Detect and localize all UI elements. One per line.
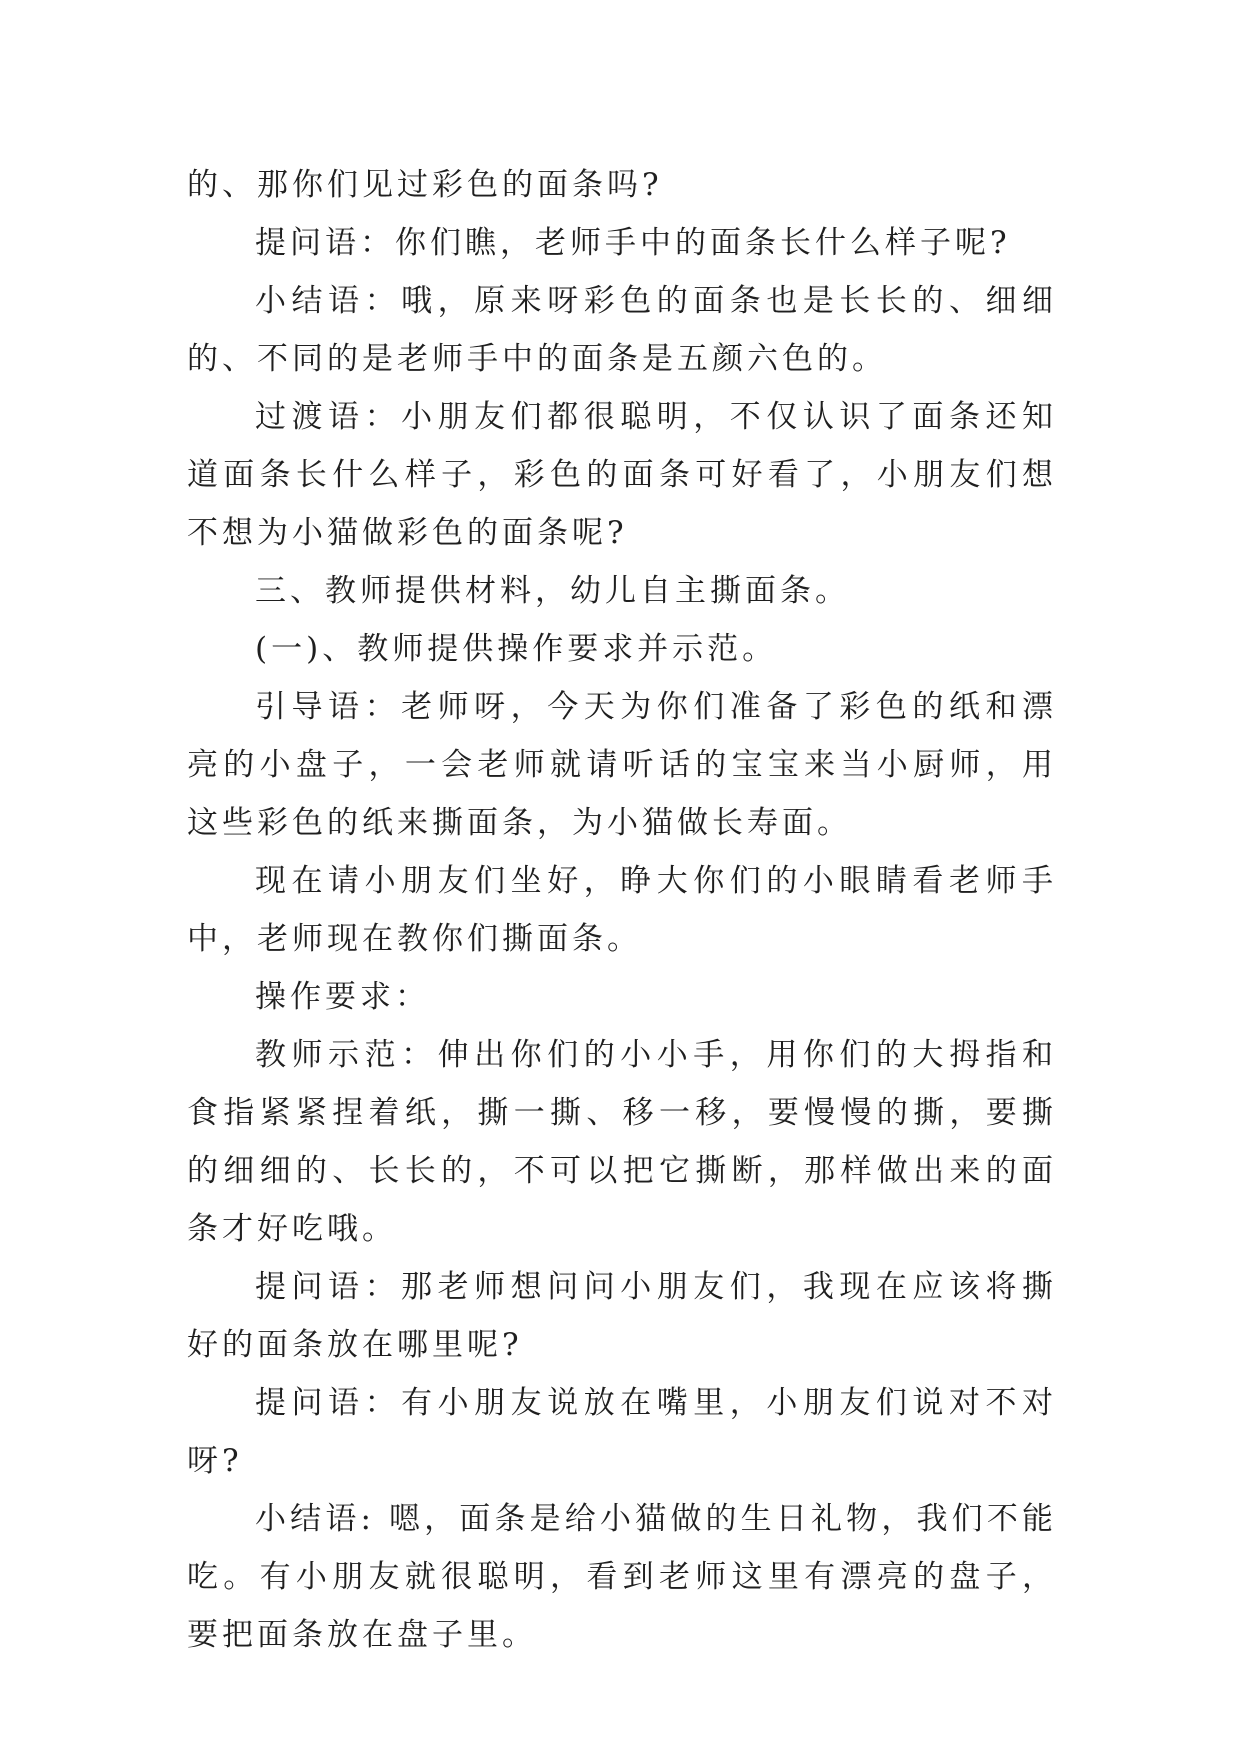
paragraph: 提问语：那老师想问问小朋友们，我现在应该将撕好的面条放在哪里呢?	[187, 1269, 1057, 1363]
paragraph: 的、那你们见过彩色的面条吗?	[187, 167, 663, 203]
paragraph: 提问语：你们瞧，老师手中的面条长什么样子呢?	[255, 225, 1011, 261]
paragraph: 小结语：哦，原来呀彩色的面条也是长长的、细细的、不同的是老师手中的面条是五颜六色的。	[187, 283, 1057, 377]
paragraph: 过渡语：小朋友们都很聪明，不仅认识了面条还知道面条长什么样子，彩色的面条可好看了，小朋友们想不想为小猫做彩色的面条呢?	[187, 399, 1057, 551]
document-body	[187, 156, 1057, 1664]
paragraph: 现在请小朋友们坐好，睁大你们的小眼睛看老师手中，老师现在教你们撕面条。	[187, 863, 1057, 957]
paragraph: (一)、教师提供操作要求并示范。	[255, 631, 778, 667]
paragraph: 教师示范：伸出你们的小小手，用你们的大拇指和食指紧紧捏着纸，撕一撕、移一移，要慢慢的撕，要撕的细细的、长长的，不可以把它撕断，那样做出来的面条才好吃哦。	[187, 1037, 1057, 1247]
paragraph: 引导语：老师呀，今天为你们准备了彩色的纸和漂亮的小盘子，一会老师就请听话的宝宝来当小厨师，用这些彩色的纸来撕面条，为小猫做长寿面。	[187, 689, 1057, 841]
paragraph: 小结语: 嗯，面条是给小猫做的生日礼物，我们不能吃。有小朋友就很聪明，看到老师这里有漂亮的盘子，要把面条放在盘子里。	[187, 1501, 1057, 1653]
paragraph: 提问语：有小朋友说放在嘴里，小朋友们说对不对呀?	[187, 1385, 1057, 1479]
paragraph: 三、教师提供材料，幼儿自主撕面条。	[255, 573, 850, 609]
paragraph: 操作要求：	[255, 979, 430, 1015]
